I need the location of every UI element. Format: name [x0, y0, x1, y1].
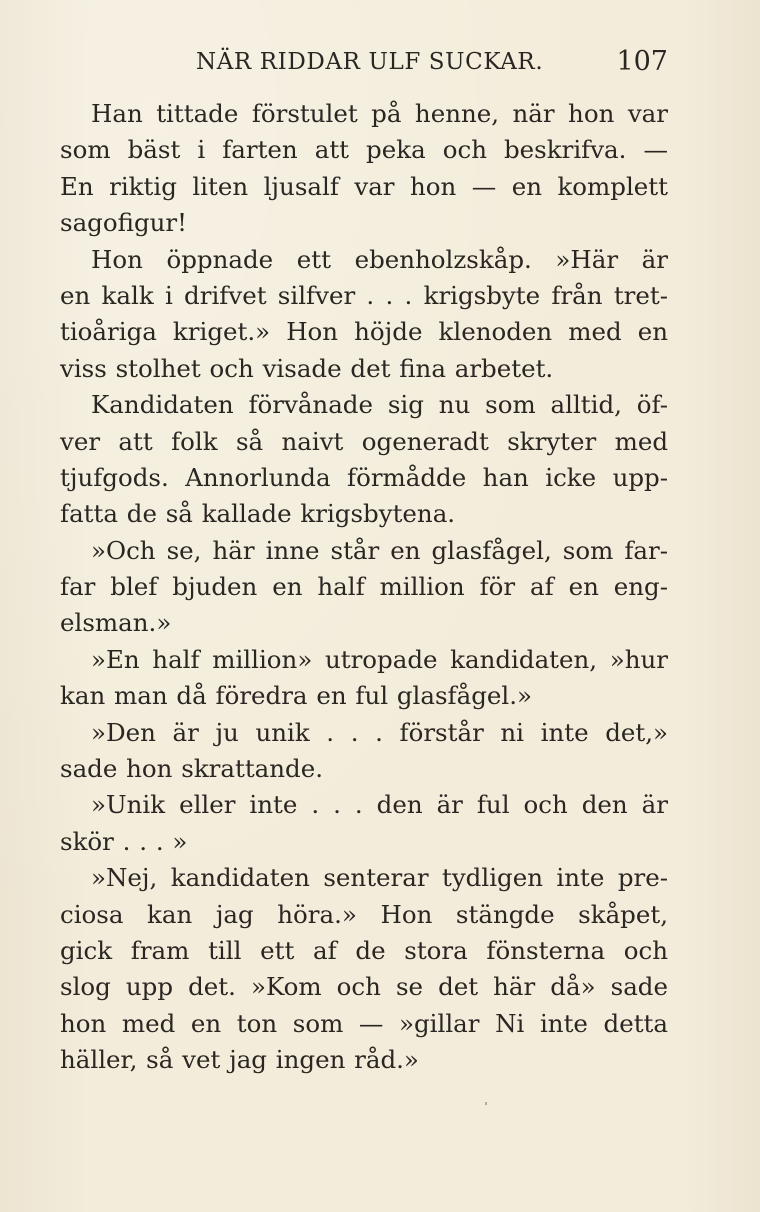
text-line: sade hon skrattande.	[60, 754, 324, 784]
page-number: 107	[616, 46, 668, 77]
text-line: »Den är ju unik . . . förstår ni inte det,»	[91, 717, 668, 747]
text-line: ver att folk så naivt ogeneradt skryter med	[60, 426, 668, 456]
text-line: »Unik eller inte . . . den är ful och den är	[91, 790, 668, 820]
text-line: en kalk i drifvet silfver . . . krigsbyte från tret-	[60, 280, 668, 310]
text-line: tjufgods. Annorlunda förmådde han icke upp-	[60, 462, 668, 492]
text-line: gick fram till ett af de stora fönsterna och	[60, 935, 668, 965]
text-line: elsman.»	[60, 608, 172, 638]
text-line: som bäst i farten att peka och beskrifva. —	[60, 135, 668, 165]
text-line: slog upp det. »Kom och se det här då» sade	[60, 972, 668, 1002]
paper-speck	[485, 1102, 487, 1105]
text-line: »Och se, här inne står en glasfågel, som far-	[91, 535, 668, 565]
text-line: skör . . . »	[60, 826, 188, 856]
text-line: hon med en ton som — »gillar Ni inte detta	[60, 1008, 668, 1038]
text-line: fatta de så kallade krigsbytena.	[60, 499, 456, 529]
text-line: tioåriga kriget.» Hon höjde klenoden med en	[60, 317, 668, 347]
text-line: Kandidaten förvånade sig nu som alltid, öf-	[91, 390, 668, 420]
running-head	[0, 42, 760, 82]
text-line: »En half million» utropade kandidaten, »hur	[91, 644, 668, 674]
text-line: häller, så vet jag ingen råd.»	[60, 1045, 419, 1075]
body-text	[60, 96, 668, 1079]
text-line: ciosa kan jag höra.» Hon stängde skåpet,	[60, 899, 668, 929]
text-line: sagofigur!	[60, 208, 187, 238]
text-line: »Nej, kandidaten senterar tydligen inte pre-	[91, 863, 668, 893]
text-line: kan man då föredra en ful glasfågel.»	[60, 681, 533, 711]
text-line: En riktig liten ljusalf var hon — en komplett	[60, 171, 668, 201]
text-line: Han tittade förstulet på henne, när hon var	[91, 99, 668, 128]
text-line: far blef bjuden en half million för af en eng-	[60, 572, 668, 602]
text-line: Hon öppnade ett ebenholzskåp. »Här är	[91, 244, 668, 274]
running-title: NÄR RIDDAR ULF SUCKAR.	[196, 49, 544, 75]
text-line: viss stolhet och visade det fina arbetet.	[60, 353, 554, 383]
